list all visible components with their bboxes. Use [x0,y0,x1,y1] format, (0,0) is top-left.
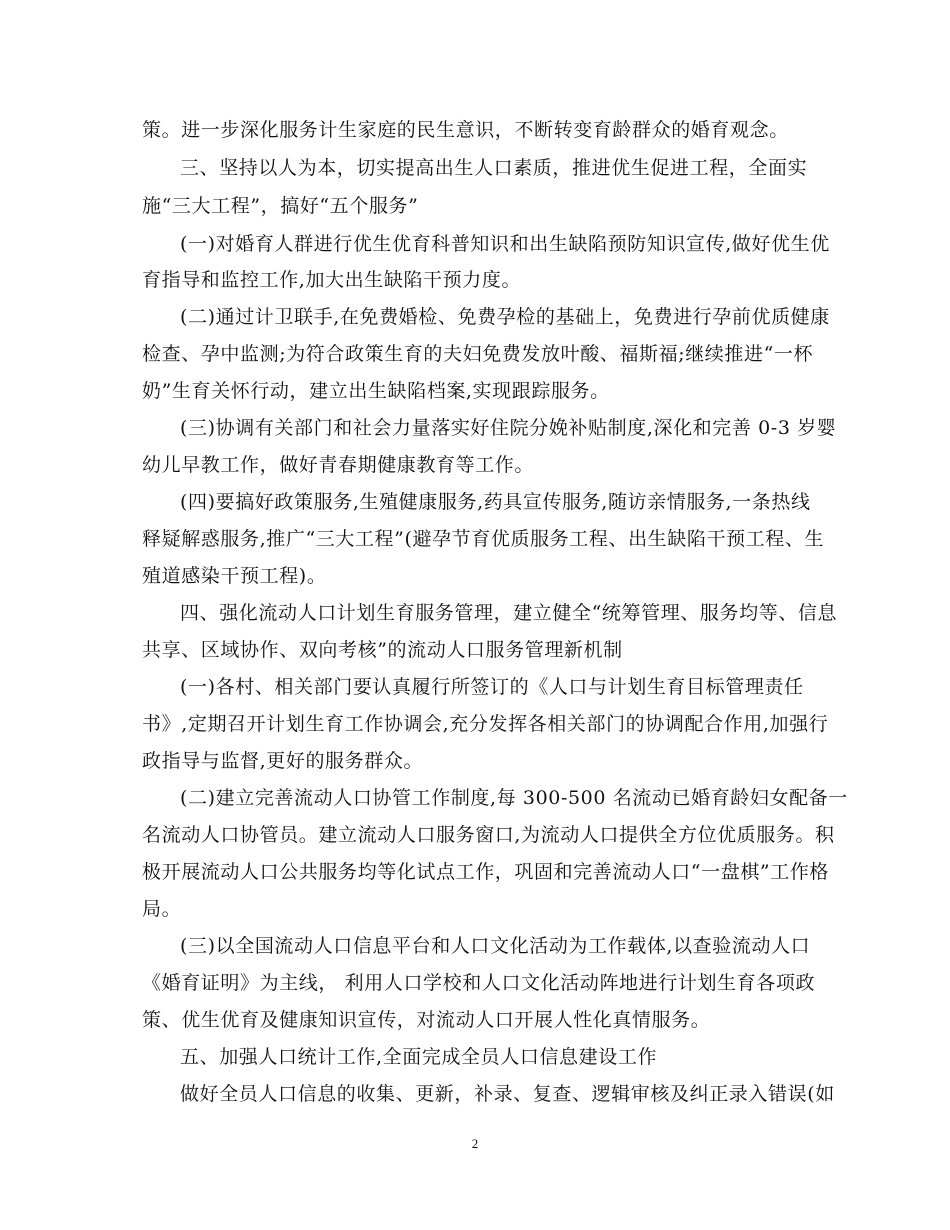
text-line: 政指导与监督,更好的服务群众。 [142,750,424,772]
text-line: (二)通过计卫联手,在免费婚检、免费孕检的基础上，免费进行孕前优质健康 [180,306,830,328]
text-line: 奶”生育关怀行动，建立出生缺陷档案,实现跟踪服务。 [142,380,610,402]
text-line: 殖道感染干预工程)。 [142,565,327,587]
section-heading: 三、坚持以人为本，切实提高出生人口素质，推进优生促进工程，全面实 [180,157,808,179]
text-line: 名流动人口协管员。建立流动人口服务窗口,为流动人口提供全方位优质服务。积 [142,824,835,846]
text-line: 局。 [142,898,182,920]
text-line: (三)以全国流动人口信息平台和人口文化活动为工作载体,以查验流动人口 [180,935,811,957]
text-line: 幼儿早教工作，做好青春期健康教育等工作。 [142,454,535,476]
page-number: 2 [471,1136,479,1151]
text-line: 书》,定期召开计划生育工作协调会,充分发挥各相关部门的协调配合作用,加强行 [142,713,829,735]
section-heading-continued: 施“三大工程”，搞好“五个服务” [142,195,419,217]
text-line: (三)协调有关部门和社会力量落实好住院分娩补贴制度,深化和完善 0-3 岁婴 [180,417,837,439]
section-heading: 四、强化流动人口计划生育服务管理，建立健全“统筹管理、服务均等、信息 [180,602,838,624]
text-line: (一)对婚育人群进行优生优育科普知识和出生缺陷预防知识宣传,做好优生优 [180,233,830,255]
text-line: (一)各村、相关部门要认真履行所签订的《人口与计划生育目标管理责任 [180,676,804,698]
text-line: 《婚育证明》为主线， 利用人口学校和人口文化活动阵地进行计划生育各项政 [142,972,816,994]
text-line: 育指导和监控工作,加大出生缺陷干预力度。 [142,269,522,291]
text-line: 释疑解惑服务,推广“三大工程”(避孕节育优质服务工程、出生缺陷干预工程、生 [142,528,825,550]
text-line: (二)建立完善流动人口协管工作制度,每 300-500 名流动已婚育龄妇女配备一 [180,787,848,809]
text-line: (四)要搞好政策服务,生殖健康服务,药具宣传服务,随访亲情服务,一条热线 [180,491,811,513]
section-heading-continued: 共享、区域协作、双向考核”的流动人口服务管理新机制 [142,639,623,661]
text-line: 做好全员人口信息的收集、更新，补录、复查、逻辑审核及纠正录入错误(如 [180,1083,835,1105]
text-line: 极开展流动人口公共服务均等化试点工作，巩固和完善流动人口“一盘棋”工作格 [142,861,830,883]
section-heading: 五、加强人口统计工作,全面完成全员人口信息建设工作 [180,1046,658,1068]
text-line: 策。进一步深化服务计生家庭的民生意识，不断转变育龄群众的婚育观念。 [142,119,789,141]
text-line: 检查、孕中监测;为符合政策生育的夫妇免费发放叶酸、福斯福;继续推进“一杯 [142,343,814,365]
text-line: 策、优生优育及健康知识宣传，对流动人口开展人性化真情服务。 [142,1009,711,1031]
